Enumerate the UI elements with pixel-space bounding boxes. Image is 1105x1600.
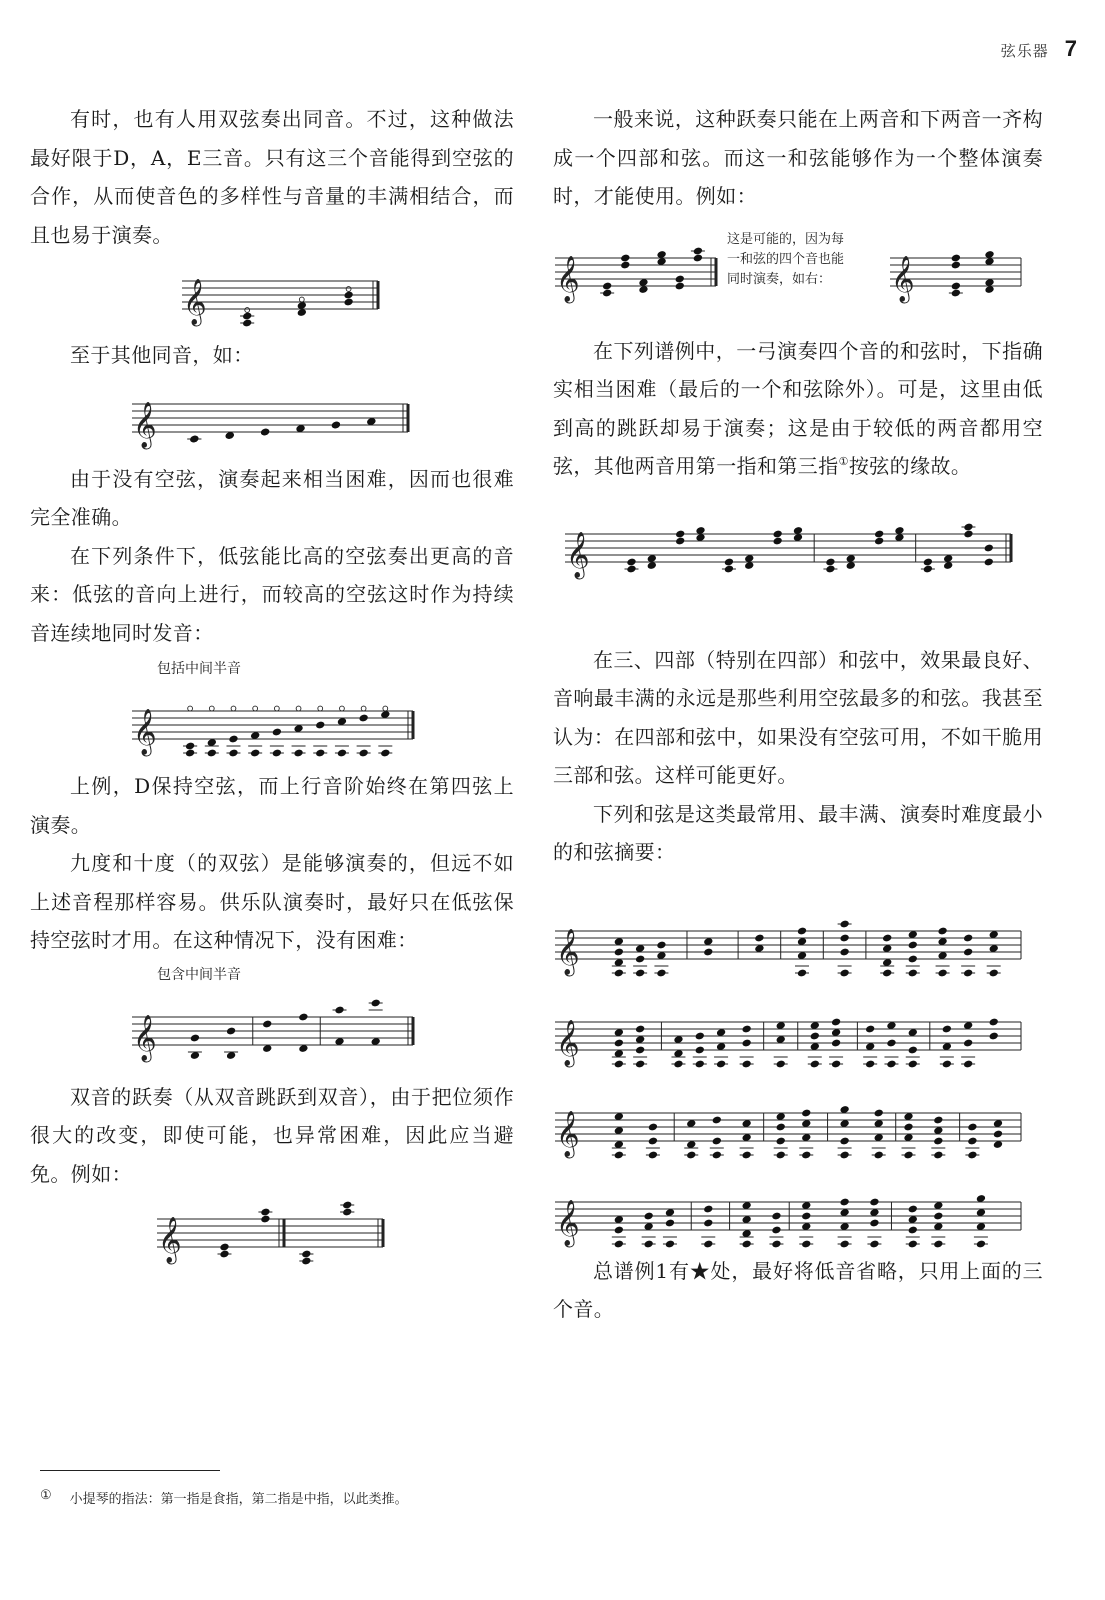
treble-clef-icon: 𝄞 xyxy=(566,531,590,578)
music-example xyxy=(30,960,514,1078)
notehead xyxy=(602,281,612,290)
notehead xyxy=(298,1012,308,1021)
notehead xyxy=(342,1201,352,1210)
notehead xyxy=(984,557,994,566)
music-staff xyxy=(553,906,1023,984)
notehead xyxy=(673,1059,683,1068)
notehead xyxy=(773,529,783,538)
notehead xyxy=(635,1059,645,1068)
notehead xyxy=(963,933,973,942)
open-string-mark xyxy=(231,706,236,711)
paragraph-text: 按弦的缘故。 xyxy=(848,454,972,478)
notehead xyxy=(724,564,734,573)
notehead xyxy=(626,564,636,573)
notehead xyxy=(635,1024,645,1033)
notehead xyxy=(695,1045,705,1054)
notehead xyxy=(343,291,353,300)
notehead xyxy=(686,1150,696,1159)
notehead xyxy=(933,1136,943,1145)
notehead xyxy=(951,281,961,290)
notehead xyxy=(771,1225,781,1234)
notehead xyxy=(272,728,282,737)
notehead xyxy=(614,1150,624,1159)
music-example xyxy=(30,254,514,336)
notehead xyxy=(260,1215,270,1224)
notehead xyxy=(923,564,933,573)
notehead xyxy=(741,1038,751,1047)
notehead xyxy=(831,1038,841,1047)
notehead xyxy=(614,968,624,977)
notehead xyxy=(334,1005,344,1014)
notehead xyxy=(695,1031,705,1040)
notehead xyxy=(665,1239,675,1248)
notehead xyxy=(262,1019,272,1028)
notehead xyxy=(644,1239,654,1248)
notehead xyxy=(185,749,195,758)
notehead xyxy=(626,557,636,566)
treble-clef-icon: 𝄞 xyxy=(556,1199,580,1246)
notehead xyxy=(989,968,999,977)
treble-clef-icon: 𝄞 xyxy=(133,401,157,448)
treble-clef-icon: 𝄞 xyxy=(556,928,580,975)
music-staff xyxy=(180,254,380,336)
notehead xyxy=(797,926,807,935)
notehead xyxy=(771,1211,781,1220)
notehead xyxy=(219,1243,229,1252)
example-caption: 包括中间半音 xyxy=(157,661,241,677)
notehead xyxy=(724,557,734,566)
notehead xyxy=(865,1024,875,1033)
paragraph: 至于其他同音，如： xyxy=(70,343,254,367)
example-annotation: 这是可能的，因为每 一和弦的四个音也能 同时演奏，如右： xyxy=(727,231,845,287)
treble-clef-icon: 𝄞 xyxy=(133,1014,157,1061)
open-string-mark xyxy=(346,287,351,292)
notehead xyxy=(882,933,892,942)
notehead xyxy=(869,1239,879,1248)
notehead xyxy=(773,536,783,545)
notehead xyxy=(226,1026,236,1035)
notehead xyxy=(839,933,849,942)
notehead xyxy=(839,947,849,956)
notehead xyxy=(984,543,994,552)
notehead xyxy=(801,1150,811,1159)
notehead xyxy=(189,434,199,443)
notehead xyxy=(776,1059,786,1068)
open-string-mark xyxy=(361,706,366,711)
paragraph: 在三、四部（特别在四部）和弦中，效果最良好、音响最丰满的永远是那些利用空弦最多的和弦。我甚至认为：在四部和弦中，如果没有空弦可用，不如干脆用三部和弦。这样可能更好。 xyxy=(553,647,1043,787)
notehead xyxy=(301,1257,311,1266)
notehead xyxy=(951,288,961,297)
open-string-mark xyxy=(274,706,279,711)
notehead xyxy=(228,735,238,744)
notehead xyxy=(963,1059,973,1068)
notehead xyxy=(839,1239,849,1248)
notehead xyxy=(839,1197,849,1206)
notehead xyxy=(602,288,612,297)
footnote-rule xyxy=(40,1470,220,1471)
notehead xyxy=(908,968,918,977)
music-staff xyxy=(553,234,718,309)
notehead xyxy=(343,298,353,307)
paragraph-text: 在下列谱例中，一弓演奏四个音的和弦时，下指确实相当困难（最后的一个和弦除外）。可是，这里由低到高的跳跃却易于演奏；这是由于较低的两音都用空弦，其他两音用第一指和第三指 xyxy=(553,338,1043,478)
notehead xyxy=(839,1136,849,1145)
notehead xyxy=(933,1211,943,1220)
music-example xyxy=(553,230,1043,312)
notehead xyxy=(741,1059,751,1068)
open-string-mark xyxy=(296,706,301,711)
notehead xyxy=(801,1108,811,1117)
notehead xyxy=(712,1150,722,1159)
notehead xyxy=(874,536,884,545)
notehead xyxy=(614,1038,624,1047)
notehead xyxy=(825,564,835,573)
notehead xyxy=(839,968,849,977)
notehead xyxy=(242,312,252,321)
right-column xyxy=(553,100,1043,1329)
chord-summary xyxy=(553,872,1043,1252)
notehead xyxy=(644,1211,654,1220)
footnote xyxy=(40,1488,408,1507)
notehead xyxy=(648,1136,658,1145)
notehead xyxy=(797,968,807,977)
music-staff xyxy=(888,234,1023,309)
treble-clef-icon: 𝄞 xyxy=(556,255,580,302)
music-staff xyxy=(563,508,1013,588)
notehead xyxy=(874,1108,884,1117)
open-string-mark xyxy=(383,706,388,711)
notehead xyxy=(976,1239,986,1248)
notehead xyxy=(260,1208,270,1217)
open-string-mark xyxy=(209,706,214,711)
notehead xyxy=(614,1239,624,1248)
notehead xyxy=(741,1024,751,1033)
notehead xyxy=(695,1059,705,1068)
notehead xyxy=(933,1239,943,1248)
treble-clef-icon: 𝄞 xyxy=(158,1217,182,1263)
notehead xyxy=(358,714,368,723)
notehead xyxy=(908,1059,918,1068)
open-string-mark xyxy=(318,706,323,711)
notehead xyxy=(886,1059,896,1068)
notehead xyxy=(908,1239,918,1248)
notehead xyxy=(967,1122,977,1131)
music-staff xyxy=(553,1088,1023,1166)
notehead xyxy=(989,1031,999,1040)
notehead xyxy=(933,1115,943,1124)
notehead xyxy=(771,1239,781,1248)
notehead xyxy=(754,933,764,942)
music-staff xyxy=(130,682,415,767)
example-caption: 包含中间半音 xyxy=(157,966,241,983)
notehead xyxy=(865,1059,875,1068)
notehead xyxy=(635,954,645,963)
notehead xyxy=(923,557,933,566)
notehead xyxy=(869,1218,879,1227)
notehead xyxy=(886,1038,896,1047)
notehead xyxy=(648,1122,658,1131)
notehead xyxy=(315,721,325,730)
notehead xyxy=(801,1239,811,1248)
notehead xyxy=(810,1059,820,1068)
paragraph: 在下列条件下，低弦能比高的空弦奏出更高的音来：低弦的音向上进行，而较高的空弦这时作为持续音连续地同时发音： xyxy=(30,543,514,645)
notehead xyxy=(993,1129,1003,1138)
notehead xyxy=(315,749,325,758)
notehead xyxy=(963,947,973,956)
notehead xyxy=(358,749,368,758)
treble-clef-icon: 𝄞 xyxy=(556,1110,580,1157)
notehead xyxy=(908,1204,918,1213)
notehead xyxy=(337,749,347,758)
notehead xyxy=(839,919,849,928)
footnote-text: 小提琴的指法：第一指是食指，第二指是中指，以此类推。 xyxy=(69,1492,408,1507)
notehead xyxy=(712,1136,722,1145)
notehead xyxy=(967,1150,977,1159)
notehead xyxy=(903,1122,913,1131)
music-example xyxy=(30,1193,514,1273)
notehead xyxy=(951,253,961,262)
notehead xyxy=(675,281,685,290)
notehead xyxy=(242,319,252,328)
notehead xyxy=(635,1045,645,1054)
section-title: 弦乐器 xyxy=(1000,42,1049,60)
notehead xyxy=(380,749,390,758)
notehead xyxy=(648,1150,658,1159)
notehead xyxy=(703,1239,713,1248)
notehead xyxy=(712,1115,722,1124)
running-head xyxy=(1001,36,1077,62)
notehead xyxy=(776,1150,786,1159)
notehead xyxy=(272,749,282,758)
music-staff xyxy=(130,375,410,460)
notehead xyxy=(908,954,918,963)
music-example xyxy=(30,375,514,460)
notehead xyxy=(185,742,195,751)
notehead xyxy=(675,529,685,538)
notehead xyxy=(903,1150,913,1159)
music-example xyxy=(30,652,514,767)
music-staff xyxy=(553,1177,1023,1255)
paragraph xyxy=(553,332,1043,486)
notehead xyxy=(831,1017,841,1026)
notehead xyxy=(716,1059,726,1068)
notehead xyxy=(869,1197,879,1206)
notehead xyxy=(301,1250,311,1259)
music-staff xyxy=(155,1193,385,1273)
music-staff xyxy=(130,988,415,1073)
paragraph: 九度和十度（的双弦）是能够演奏的，但远不如上述音程那样容易。供乐队演奏时，最好只在低弦保持空弦时才用。在这种情况下，没有困难： xyxy=(30,851,514,952)
notehead xyxy=(908,940,918,949)
notehead xyxy=(908,1045,918,1054)
notehead xyxy=(874,529,884,538)
notehead xyxy=(675,536,685,545)
notehead xyxy=(741,1150,751,1159)
page-number: 7 xyxy=(1064,36,1077,61)
paragraph: 双音的跃奏（从双音跳跃到双音），由于把位须作很大的改变，即使可能，也异常困难，因此应当避免。例如： xyxy=(30,1084,514,1186)
notehead xyxy=(839,1150,849,1159)
notehead xyxy=(882,968,892,977)
notehead xyxy=(693,253,703,262)
notehead xyxy=(942,1059,952,1068)
treble-clef-icon: 𝄞 xyxy=(183,279,207,325)
music-staff xyxy=(553,997,1023,1075)
paragraph: 由于没有空弦，演奏起来相当困难，因而也很难完全准确。 xyxy=(30,466,514,529)
paragraph: 总谱例1有★处，最好将低音省略，只用上面的三个音。 xyxy=(553,1258,1043,1321)
notehead xyxy=(293,749,303,758)
notehead xyxy=(620,260,630,269)
open-string-mark xyxy=(188,706,193,711)
notehead xyxy=(874,1150,884,1159)
notehead xyxy=(963,529,973,538)
notehead xyxy=(989,1017,999,1026)
paragraph: 一般来说，这种跃奏只能在上两音和下两音一齐构成一个四部和弦。而这一和弦能够作为一个整体演奏时，才能使用。例如： xyxy=(553,107,1043,208)
paragraph: 有时，也有人用双弦奏出同音。不过，这种做法最好限于D，A，E三音。只有这三个音能得到空弦的合作，从而使音色的多样性与音量的丰满相结合，而且也易于演奏。 xyxy=(30,107,514,247)
footnote-marker: ① xyxy=(40,1488,52,1503)
notehead xyxy=(776,1136,786,1145)
notehead xyxy=(963,522,973,531)
notehead xyxy=(219,1250,229,1259)
footnote-reference[interactable]: ① xyxy=(838,455,849,468)
notehead xyxy=(614,947,624,956)
notehead xyxy=(331,420,341,429)
notehead xyxy=(614,1059,624,1068)
notehead xyxy=(908,1225,918,1234)
notehead xyxy=(951,260,961,269)
notehead xyxy=(614,1225,624,1234)
notehead xyxy=(190,1033,200,1042)
paragraph: 下列和弦是这类最常用、最丰满、演奏时难度最小的和弦摘要： xyxy=(553,801,1043,864)
notehead xyxy=(207,749,217,758)
notehead xyxy=(937,968,947,977)
notehead xyxy=(937,926,947,935)
notehead xyxy=(703,1218,713,1227)
notehead xyxy=(635,968,645,977)
treble-clef-icon: 𝄞 xyxy=(133,709,157,755)
notehead xyxy=(831,1059,841,1068)
notehead xyxy=(703,1204,713,1213)
notehead xyxy=(963,968,973,977)
notehead xyxy=(963,1038,973,1047)
open-string-mark xyxy=(245,308,250,313)
notehead xyxy=(371,998,381,1007)
music-example xyxy=(553,486,1043,641)
treble-clef-icon: 𝄞 xyxy=(556,1019,580,1066)
notehead xyxy=(967,1136,977,1145)
notehead xyxy=(810,1031,820,1040)
notehead xyxy=(260,427,270,436)
paragraph: 上例，D保持空弦，而上行音阶始终在第四弦上演奏。 xyxy=(30,774,514,837)
notehead xyxy=(665,1218,675,1227)
notehead xyxy=(656,940,666,949)
notehead xyxy=(933,1150,943,1159)
treble-clef-icon: 𝄞 xyxy=(891,255,915,302)
left-column xyxy=(30,100,514,1273)
notehead xyxy=(942,1024,952,1033)
notehead xyxy=(776,1122,786,1131)
notehead xyxy=(228,749,238,758)
notehead xyxy=(620,253,630,262)
notehead xyxy=(250,749,260,758)
notehead xyxy=(675,274,685,283)
notehead xyxy=(801,1211,811,1220)
open-string-mark xyxy=(253,706,258,711)
open-string-mark xyxy=(299,297,304,302)
notehead xyxy=(693,246,703,255)
notehead xyxy=(741,1239,751,1248)
open-string-mark xyxy=(340,706,345,711)
notehead xyxy=(656,968,666,977)
notehead xyxy=(703,947,713,956)
notehead xyxy=(825,557,835,566)
